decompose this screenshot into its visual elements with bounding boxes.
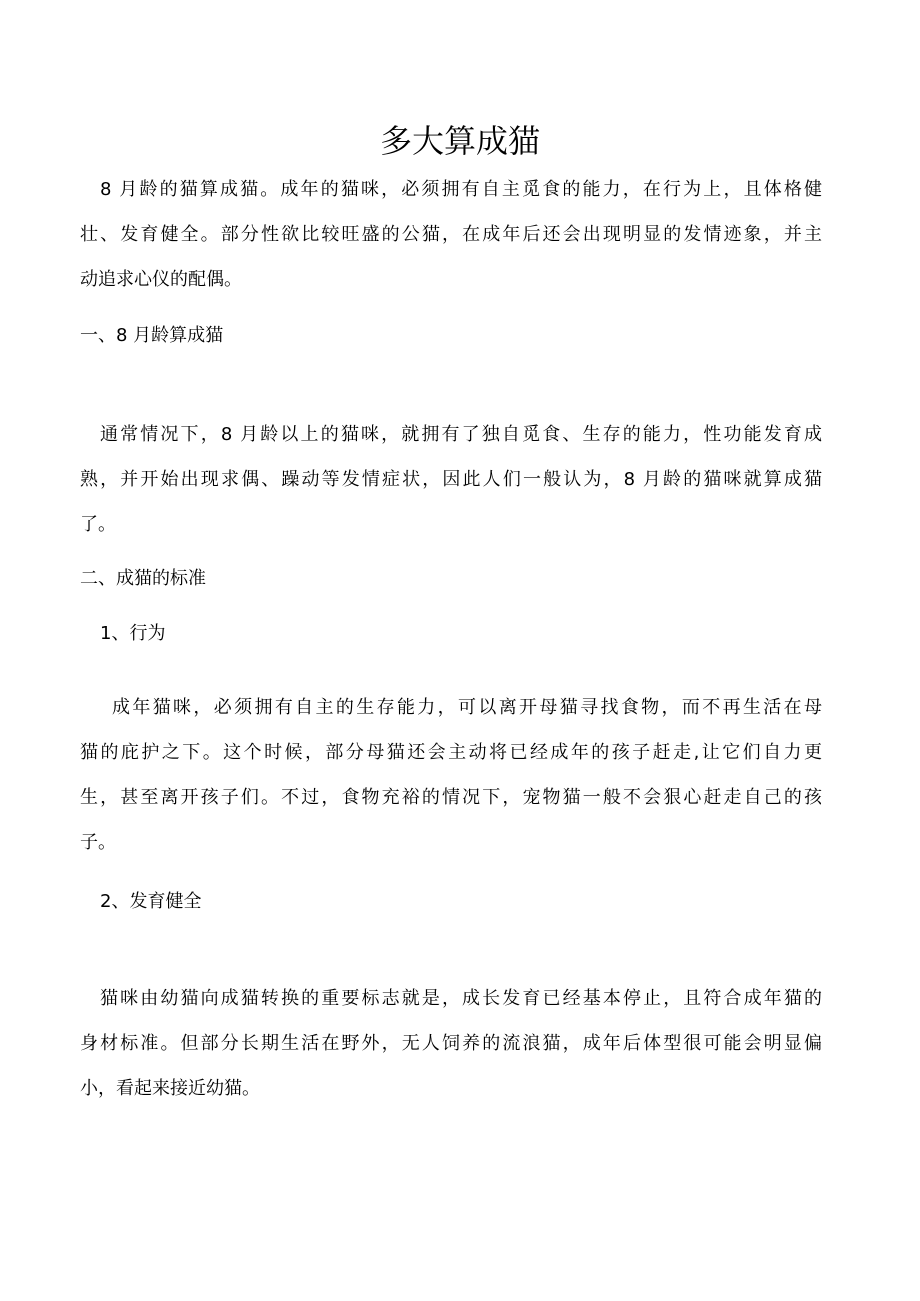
paragraph-line: 熟，并开始出现求偶、躁动等发情症状，因此人们一般认为，8 月龄的猫咪就算成猫 (80, 469, 822, 490)
subsection-heading: 2、发育健全 (100, 891, 202, 912)
paragraph-line: 8 月龄的猫算成猫。成年的猫咪，必须拥有自主觅食的能力，在行为上，且体格健 (100, 179, 822, 200)
paragraph-line: 猫的庇护之下。这个时候，部分母猫还会主动将已经成年的孩子赶走,让它们自力更 (80, 742, 822, 763)
paragraph-line: 了。 (80, 514, 116, 535)
section-heading: 二、成猫的标准 (80, 568, 206, 589)
paragraph-line: 猫咪由幼猫向成猫转换的重要标志就是，成长发育已经基本停止，且符合成年猫的 (100, 988, 822, 1009)
paragraph-line: 壮、发育健全。部分性欲比较旺盛的公猫，在成年后还会出现明显的发情迹象，并主 (80, 224, 822, 245)
section-heading: 一、8 月龄算成猫 (80, 325, 224, 346)
subsection-heading: 1、行为 (100, 623, 166, 644)
paragraph-line: 动追求心仪的配偶。 (80, 269, 242, 290)
paragraph-line: 小，看起来接近幼猫。 (80, 1078, 260, 1099)
paragraph-line: 通常情况下，8 月龄以上的猫咪，就拥有了独自觅食、生存的能力，性功能发育成 (100, 424, 822, 445)
paragraph-line: 生，甚至离开孩子们。不过，食物充裕的情况下，宠物猫一般不会狠心赶走自己的孩 (80, 787, 822, 808)
paragraph-line: 成年猫咪，必须拥有自主的生存能力，可以离开母猫寻找食物，而不再生活在母 (112, 697, 822, 718)
document-title: 多大算成猫 (379, 122, 540, 160)
paragraph-line: 子。 (80, 832, 116, 853)
paragraph-line: 身材标准。但部分长期生活在野外，无人饲养的流浪猫，成年后体型很可能会明显偏 (80, 1033, 822, 1054)
